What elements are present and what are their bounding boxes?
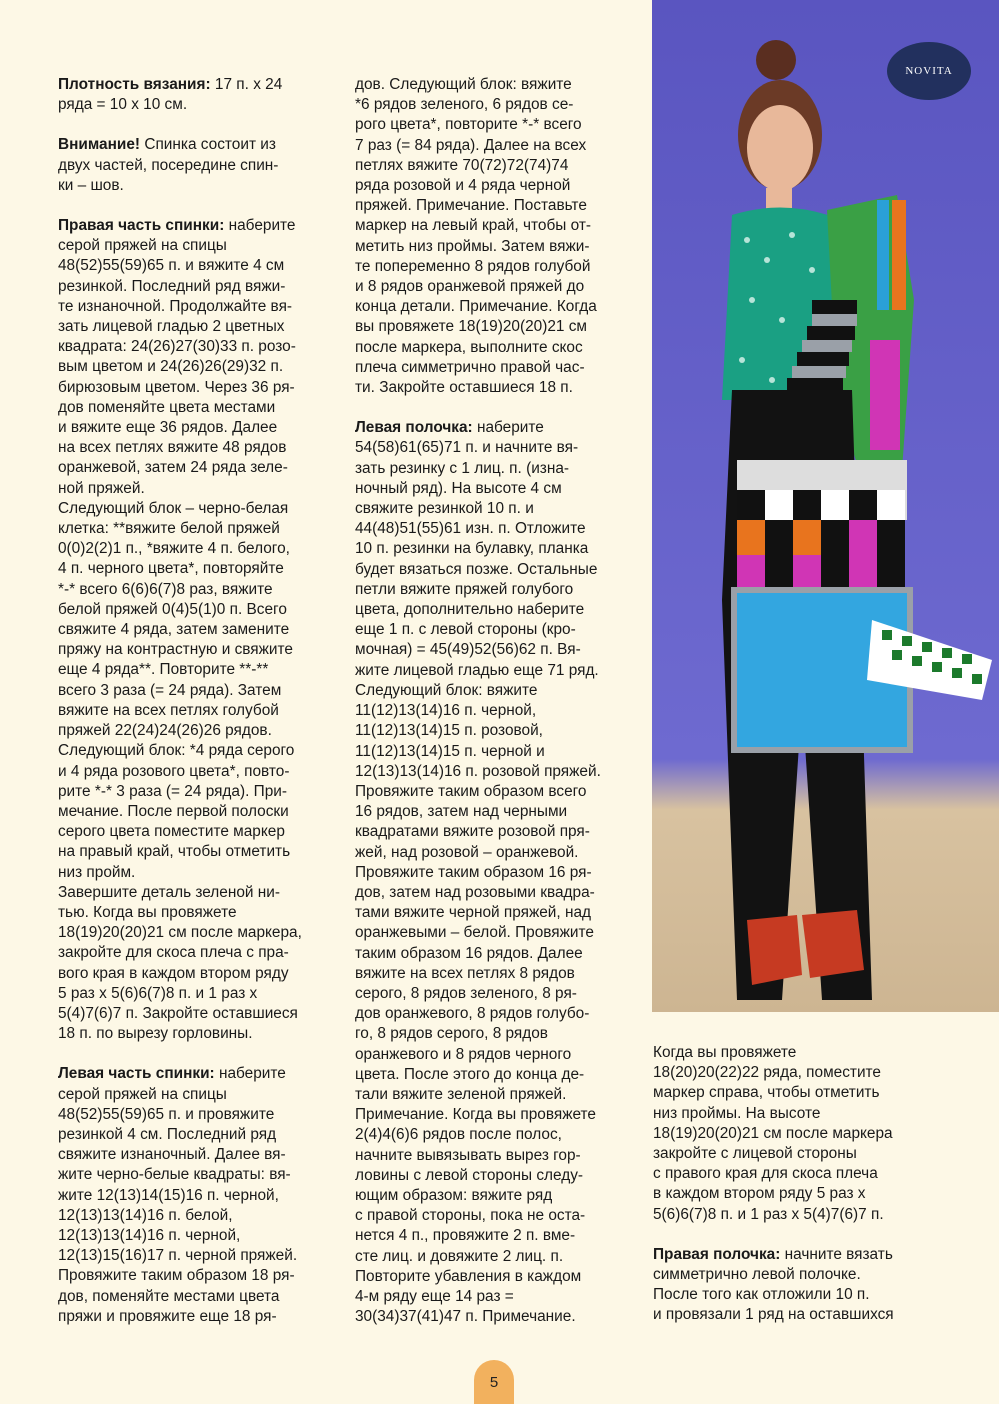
- gauge-title: Плотность вязания:: [58, 76, 211, 93]
- attention-title: Внимание!: [58, 136, 141, 154]
- left-front-title: Левая полочка:: [355, 419, 473, 437]
- left-back-text: наберите серой пряжей на спицы 48(52)55(59)65 п. и провяжите резинкой 4 см. Последний ряд свяжите изнаночный. Далее вя- жите черно-белые квадраты: вя- жите 12(13)14(15)16 п. черной, 12(13)13(14)16 п. белой, 12(13)13(14)16 п. черной, 12(13)15(16)17 п. черной пряжей. Провяжите таким образом 18 ря- дов, поменяйте местами цвета пряжи и провяжите еще 18 ря-: [58, 1065, 298, 1325]
- text-column-1: [58, 75, 338, 1327]
- paragraph-gauge: [58, 75, 338, 115]
- paragraph-left-front: [355, 418, 635, 1327]
- paragraph-left-front-cont: [653, 1043, 943, 1225]
- model-photo: [652, 0, 999, 1012]
- left-back-cont-text: дов. Следующий блок: вяжите *6 рядов зеленого, 6 рядов се- рого цвета*, повторите *-* всего 7 раз (= 84 ряда). Далее на всех петлях вяжите 70(72)72(74)74 ряда розовой и 4 ряда черной пряжей. Примечание. Поставьте маркер на левый край, чтобы от- метить низ проймы. Затем вяжи- те попеременно 8 рядов голубой и 8 рядов оранжевой пряжей до конца детали. Примечание. Когда вы провяжете 18(19)20(20)21 см после маркера, выполните скос плеча симметрично правой час- ти. Закройте оставшиеся 18 п.: [355, 76, 597, 397]
- paragraph-right-back: [58, 216, 338, 1044]
- left-back-title: Левая часть спинки:: [58, 1065, 215, 1083]
- gauge-text: 17 п. х 24 ряда = 10 х 10 см.: [58, 76, 283, 114]
- novita-logo: [887, 42, 971, 100]
- paragraph-right-front: [653, 1245, 943, 1326]
- left-front-cont-text: Когда вы провяжете 18(20)20(22)22 ряда, поместите маркер справа, чтобы отметить низ проймы. На высоте 18(19)20(20)21 см после маркера закройте с лицевой стороны с правого края для скоса плеча в каждом втором ряду 5 раз х 5(6)6(7)8 п. и 1 раз х 5(4)7(6)7 п.: [653, 1044, 893, 1223]
- page-number: [474, 1360, 514, 1404]
- page-number-text: 5: [489, 1373, 499, 1391]
- right-front-title: Правая полочка:: [653, 1245, 781, 1263]
- paragraph-left-back-cont: [355, 75, 635, 398]
- right-back-title: Правая часть спинки:: [58, 217, 225, 235]
- left-front-text: наберите 54(58)61(65)71 п. и начните вя- зать резинку с 1 лиц. п. (изна- ночный ряд). На высоте 4 см свяжите резинкой 10 п. и 44(48)51(55)61 изн. п. Отложите 10 п. резинки на булавку, планка будет вязаться позже. Остальные петли вяжите пряжей голубого цвета, дополнительно наберите еще 1 п. с левой стороны (кро- мочная) = 45(49)52(56)62 п. Вя- жите лицевой гладью еще 71 ряд. Следующий блок: вяжите 11(12)13(14)16 п. черной, 11(12)13(14)15 п. розовой, 11(12)13(14)15 п. черной и 12(13)13(14)16 п. розовой пряжей. Провяжите таким образом всего 16 рядов, затем над черными квадратами вяжите розовой пря- жей, над розовой – оранжевой. Провяжите таким образом 16 ря- дов, затем над розовыми квадра- тами вяжите черной пряжей, над оранжевыми – белой. Провяжите таким образом 16 рядов. Далее вяжите на всех петлях 8 рядов серого, 8 рядов зеленого, 8 ря- дов оранжевого, 8 рядов голубо- го, 8 рядов серого, 8 рядов оранжевого и 8 рядов черного цвета. После этого до конца де- тали вяжите зеленой пряжей. Примечание. Когда вы провяжете 2(4)4(6)6 рядов после полос, начните вывязывать вырез гор- ловины с левой стороны следу- ющим образом: вяжите ряд с правой стороны, пока не оста- нется 4 п., провяжите 2 п. вме- сте лиц. и довяжите 2 лиц. п. Повторите убавления в каждом 4-м ряду еще 14 раз = 30(34)37(41)47 п. Примечание.: [355, 419, 601, 1326]
- logo-text: NOVITA: [905, 65, 953, 77]
- text-column-2: [355, 75, 635, 1327]
- right-front-text: начните вязать симметрично левой полочке. После того как отложили 10 п. и провязали 1 ряд на оставшихся: [653, 1245, 894, 1324]
- paragraph-attention: [58, 135, 338, 196]
- paragraph-left-back: [58, 1064, 338, 1327]
- text-column-3: [653, 1043, 943, 1326]
- right-back-text: наберите серой пряжей на спицы 48(52)55(59)65 п. и вяжите 4 см резинкой. Последний ряд вяжи- те изнаночной. Продолжайте вя- зать лицевой гладью 2 цветных квадрата: 24(26)27(30)33 п. розо- вым цветом и 24(26)26(29)32 п. бирюзовым цветом. Через 36 ря- дов поменяйте цвета местами и вяжите еще 36 рядов. Далее на всех петлях вяжите 48 рядов оранжевой, затем 24 ряда зеле- ной пряжей. Следующий блок – черно-белая клетка: **вяжите белой пряжей 0(0)2(2)1 п., *вяжите 4 п. белого, 4 п. черного цвета*, повторяйте *-* всего 6(6)6(7)8 раз, вяжите белой пряжей 0(4)5(1)0 п. Всего свяжите 4 ряда, затем замените пряжу на контрастную и свяжите еще 4 ряда**. Повторите **-** всего 3 раза (= 24 ряда). Затем вяжите на всех петлях голубой пряжей 22(24)24(26)26 рядов. Следующий блок: *4 ряда серого и 4 ряда розового цвета*, повто- рите *-* 3 раза (= 24 ряда). При- мечание. После первой полоски серого цвета поместите маркер на правый край, чтобы отметить низ пройм. Завершите деталь зеленой ни- тью. Когда вы провяжете 18(19)20(20)21 см после маркера, закройте для скоса плеча с пра- вого края в каждом втором ряду 5 раз х 5(6)6(7)8 п. и 1 раз х 5(4)7(6)7 п. Закройте оставшиеся 18 п. по вырезу горловины.: [58, 217, 302, 1043]
- cardigan-illustration: [652, 0, 999, 1012]
- attention-text: Спинка состоит из двух частей, посередине спин- ки – шов.: [58, 136, 279, 194]
